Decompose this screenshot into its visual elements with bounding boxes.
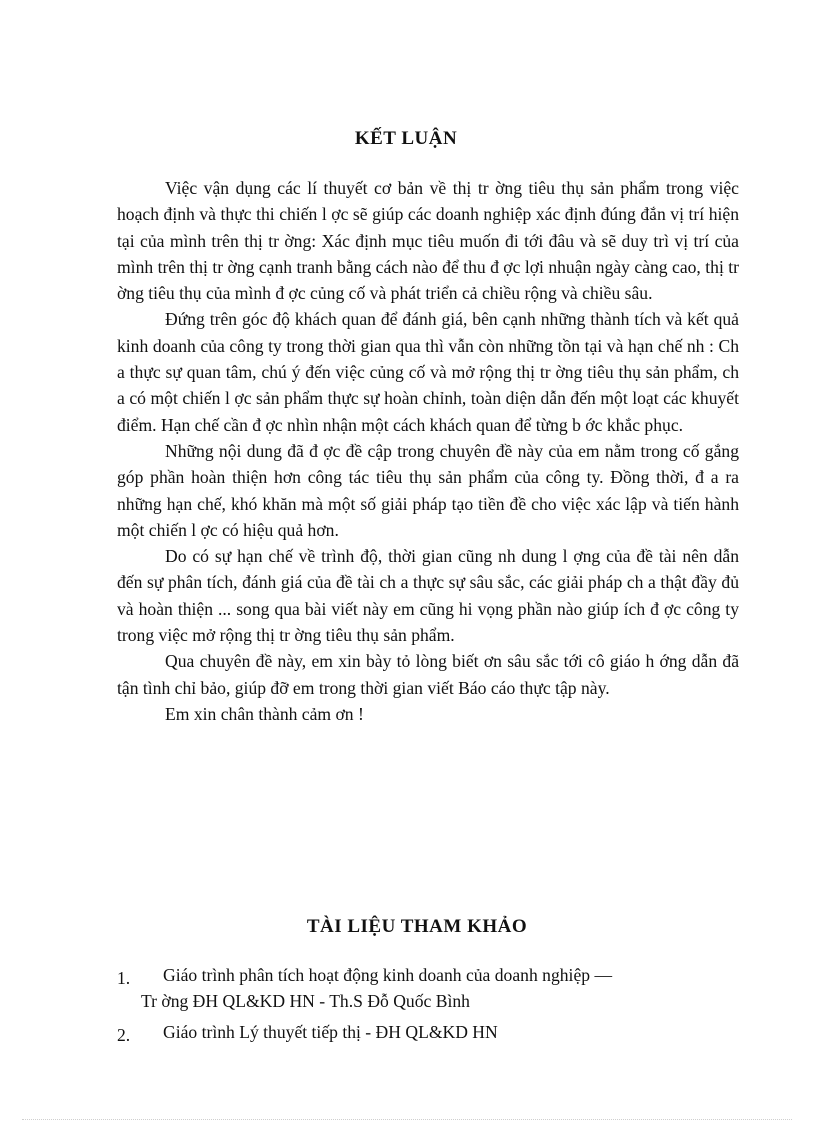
reference-text [163,1019,747,1045]
paragraph: Đứng trên góc độ khách quan để đánh giá, bên cạnh những thành tích và kết quả kinh doanh của công ty trong thời gian qua thì vẫn còn những tồn tại và hạn chế nh : Ch a thực sự quan tâm, chú ý đến việc củng cố và mở rộng thị tr ờng tiêu thụ sản phẩm, ch a có một chiến l ợc sản phẩm thực sự hoàn chỉnh, toàn diện dẫn đến một loạt các khuyết điểm. Hạn chế cần đ ợc nhìn nhận một cách khách quan để từng b ớc khắc phục. [117,309,739,435]
reference-list [117,962,747,1050]
reference-text [141,962,747,1014]
paragraph: Do có sự hạn chế về trình độ, thời gian cũng nh dung l ợng của đề tài nên dẫn đến sự phân tích, đánh giá của đề tài ch a thực sự sâu sắc, các giải pháp ch a thật đầy đủ và hoàn thiện ... song qua bài viết này em cũng hi vọng phần nào giúp ích đ ợc công ty trong việc mở rộng thị tr ờng tiêu thụ sản phẩm. [117,546,739,646]
reference-item [117,1019,747,1045]
reference-number: 2. [117,1025,131,1045]
reference-number: 1. [117,968,131,988]
paragraph: Qua chuyên đề này, em xin bày tỏ lòng biết ơn sâu sắc tới cô giáo h ớng dẫn đã tận tình chỉ bảo, giúp đỡ em trong thời gian viết Báo cáo thực tập này. [117,651,739,698]
reference-item [117,962,747,1014]
paragraph: Việc vận dụng các lí thuyết cơ bản về thị tr ờng tiêu thụ sản phẩm trong việc hoạch định và thực thi chiến l ợc sẽ giúp các doanh nghiệp xác định đúng đắn vị trí hiện tại của mình trên thị tr ờng: Xác định mục tiêu muốn đi tới đâu và sẽ duy trì vị trí của mình trên thị tr ờng cạnh tranh bằng cách nào để thu đ ợc lợi nhuận ngày càng cao, thị tr ờng tiêu thụ của mình đ ợc củng cố và phát triển cả chiều rộng và chiều sâu. [117,178,739,304]
reference-line: Giáo trình phân tích hoạt động kinh doanh của doanh nghiệp — [163,965,613,985]
page-bottom-rule [22,1119,792,1120]
reference-line: Tr ờng ĐH QL&KD HN - Th.S Đỗ Quốc Bình [141,991,470,1011]
heading-conclusion: KẾT LUẬN [354,128,458,149]
conclusion-body [117,175,739,727]
reference-line: Giáo trình Lý thuyết tiếp thị - ĐH QL&KD HN [163,1022,498,1042]
paragraph: Những nội dung đã đ ợc đề cập trong chuyên đề này của em nằm trong cố gắng góp phần hoàn thiện hơn công tác tiêu thụ sản phẩm của công ty. Đồng thời, đ a ra những hạn chế, khó khăn mà một số giải pháp tạo tiền đề cho việc xác lập và tiến hành một chiến l ợc có hiệu quả hơn. [117,440,739,540]
heading-references: TÀI LIỆU THAM KHẢO [306,916,528,937]
paragraph: Em xin chân thành cảm ơn ! [165,703,364,724]
